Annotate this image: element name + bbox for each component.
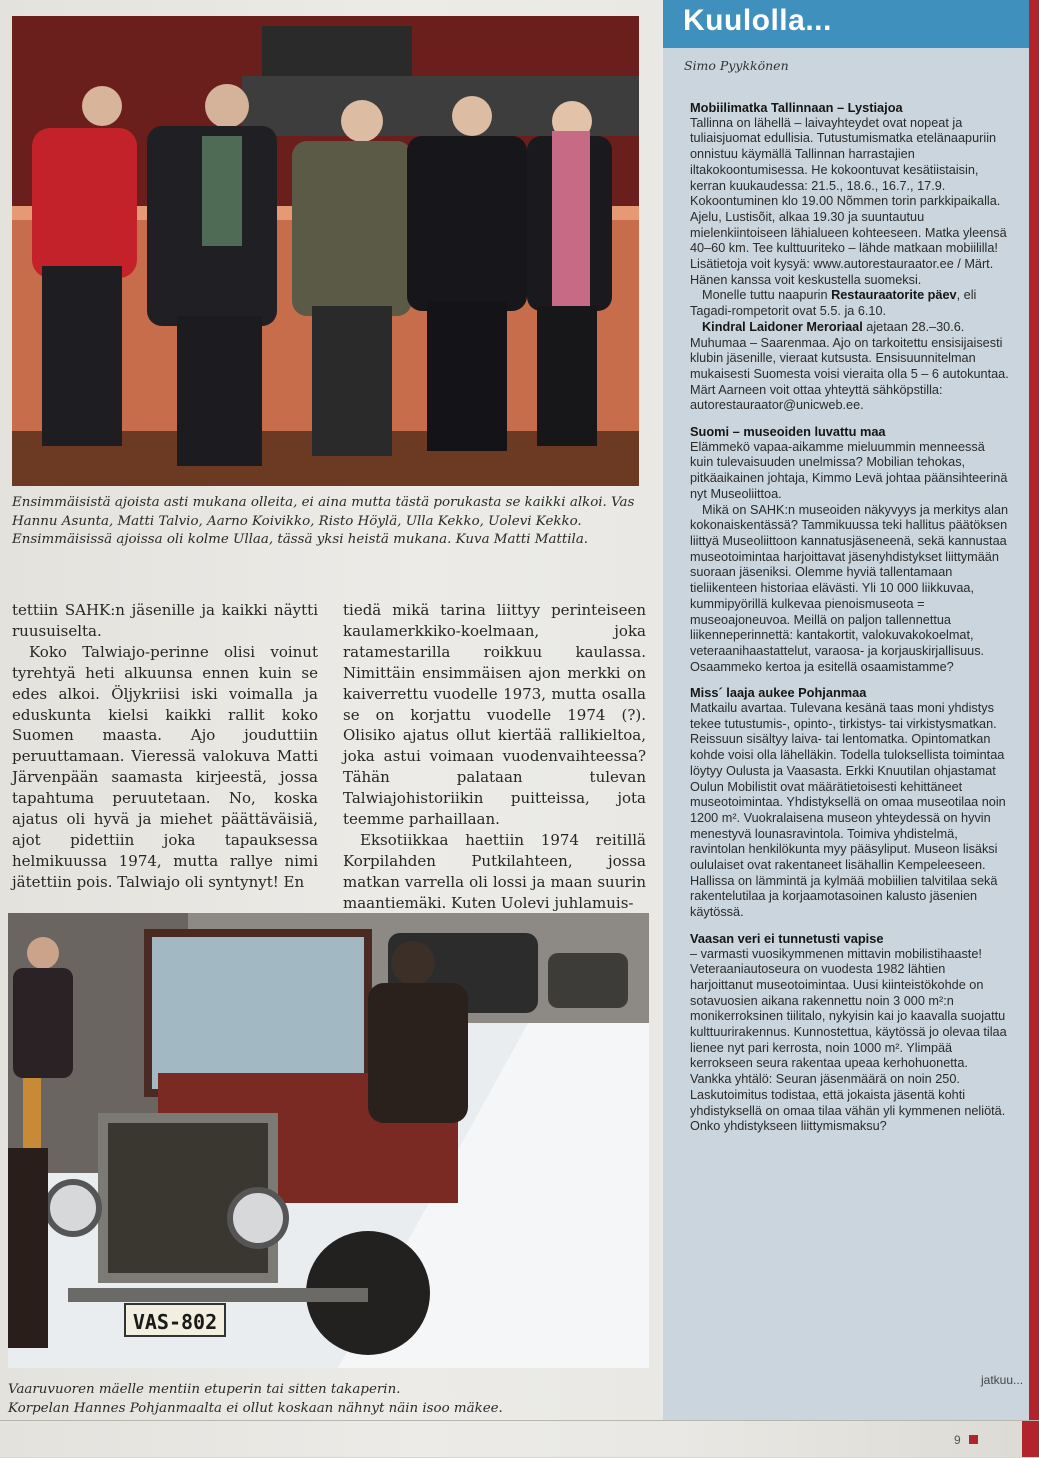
article-paragraph: Eksotiikkaa haettiin 1974 reitillä Korpilahden Putkilahteen, jossa matkan varrella oli lossi ja maan suurin maantiemäki. Kuten Uolevi juhlamuis- xyxy=(343,830,646,912)
text-run: ajetaan 28.–30.6. Muhumaa – Saarenmaa. Ajo on tarkoitettu ensisijaisesti klubin jäsenille, vieraat kutsusta. Ensisuunnitelman mukaisesti Suomesta voisi vieraita olla 5 – 6 autokuntaa. Märt Aarneen voit ottaa yhteyttä sähköpstilla: autorestauraator@unicweb.ee. xyxy=(690,319,1009,413)
article-paragraph: tettiin SAHK:n jäsenille ja kaikki näytti ruusuiselta. xyxy=(12,601,318,640)
sidebar-section-pohjanmaa xyxy=(690,685,1011,921)
text-run: Monelle tuttu naapurin xyxy=(702,288,832,303)
section-heading: Suomi – museoiden luvattu maa xyxy=(690,424,886,440)
news-sidebar xyxy=(663,0,1029,1420)
group-photo-caption: Ensimmäisistä ajoista asti mukana olleita, ei aina mutta tästä porukasta se kaikki alkoi. Vas Hannu Asunta, Matti Talvio, Aarno Koivikko, Risto Höylä, Ulla Kekko, Uolevi Kekko. Ensimmäisissä ajoissa oli kolme Ullaa, tässä yksi heistä mukana. Kuva Matti Mattila. xyxy=(12,495,635,548)
sidebar-title: Kuulolla... xyxy=(683,4,832,37)
page-marker-square xyxy=(969,1435,978,1444)
car-caption-line-1: Vaaruvuoren mäelle mentiin etuperin tai sitten takaperin. xyxy=(8,1382,401,1397)
article-paragraph: tiedä mikä tarina liittyy perinteiseen kaulamerkkiko-koelmaan, joka ratamestarilla roikkuu kaulassa. Nimittäin ensimmäisen ajon merkki on kaiverrettu vuodelle 1973, mutta osalla se on korjattu vuodelle 1974 (?). Olisiko ajatus ollut kiertää rallikieltoa, joka astui voimaan vuodenvaihteessa? Tähän palataan tulevan Talwiajohistoriikin puitteissa, jota teemme parhaillaan. xyxy=(343,601,646,829)
sidebar-section-tallinn xyxy=(690,100,1011,414)
section-paragraph: Veteraaniautoseura on vuodesta 1982 lähtien harjoittanut museotoimintaa. Uusi kiinteistökohde on sotavuosien aikana rakennettu noin 3 000 m²:n monikerroksinen tiilitalo, nykyisin kai jo kaavalla suojattu kulttuurirakennus. Kunnostettua, käytössä jo olevaa tilaa lienee nyt pari kerrosta, noin 1000 m². Ylimpää kerrokseen seura rakentaa upeaa kerhohuonetta. Vankka yhtälö: Seuran jäsenmäärä on noin 250. Laskutoimitus todistaa, että jokaista jäsentä kohti yhdistyksellä on omaa tilaa vähän yli kymmenen neliötä. Onko yhdistykseen liittymismaksu? xyxy=(690,962,1007,1134)
section-heading: Mobiilimatka Tallinnaan – Lystiajoa xyxy=(690,100,903,115)
car-caption-line-2: Korpelan Hannes Pohjanmaalta ei ollut koskaan nähnyt näin isoo mäkee. xyxy=(8,1400,503,1416)
article-column-2 xyxy=(343,600,646,914)
vintage-car-photo xyxy=(8,913,649,1368)
section-paragraph: Tallinna on lähellä – laivayhteydet ovat nopeat ja tuliaisjuomat edullisia. Tutustumismatka etelänaapuriin onnistuu käymällä Tallinnan harrastajien iltakokoontumisessa. He kokoontuvat kesätiistaisin, kerran kuukaudessa: 21.5., 18.6., 16.7., 17.9. Kokoontuminen klo 19.00 Nõmmen torin parkkipaikalla. Ajelu, Lustisõit, alkaa 19.30 ja suuntautuu mielenkiintoiseen lähialueen kohteeseen. Matka yleensä 40–60 km. Tee kulttuuriteko – lähde matkaan mobiililla! Lisätietoja voit kysyä: www.autorestauraator.ee / Märt. Hänen kanssa voit keskustella suomeksi. xyxy=(690,115,1007,287)
sidebar-body xyxy=(690,100,1011,1145)
section-heading: Vaasan veri ei tunnetusti vapise xyxy=(690,930,884,946)
license-plate: VAS-802 xyxy=(132,1310,218,1334)
section-subheading: – varmasti vuosikymmenen mittavin mobilistihaaste! xyxy=(690,946,982,961)
event-name: Kindral Laidoner Meroriaal xyxy=(702,319,863,334)
event-name: Restauraatorite päev xyxy=(831,288,957,303)
sidebar-header xyxy=(663,0,1029,48)
section-paragraph: Elämmekö vapaa-aikamme mieluummin menneessä kuin tulevaisuuden unelmissa? Mobilian tehokas, pitkäaikainen johtaja, Kimmo Levä johtaa päänsihteerinä nyt Museoliittoa. xyxy=(690,439,1008,501)
sidebar-author: Simo Pyykkönen xyxy=(684,58,789,73)
article-paragraph: Koko Talwiajo-perinne olisi voinut tyrehtyä heti alkuunsa ennen kuin se edes alkoi. Öljykriisi iski voimalla ja eduskunta kielsi kaikki rallit koko Suomen maasta. Ajo jouduttiin peruuttamaan. Vieressä valokuva Matti Järvenpään saamasta kirjeestä, jossa tapahtuma peruutetaan. No, koska ajatus oli hyvä ja miehet päättäväisiä, ajot pidettiin joka tapauksessa helmikuussa 1974, mutta rallye nimi jätettiin pois. Talwiajo oli syntynyt! En xyxy=(12,642,318,891)
section-paragraph xyxy=(690,320,1011,414)
text-run: , eli Tagadi-rompetorit ovat 5.5. ja 6.10. xyxy=(690,288,977,319)
sidebar-section-vaasa xyxy=(690,931,1011,1135)
continues-label: jatkuu... xyxy=(981,1373,1024,1387)
section-paragraph: Matkailu avartaa. Tulevana kesänä taas moni yhdistys tekee tutustumis-, opinto-, tirkistys- tai virkistysmatkan. Reissuun sisältyy laiva- tai lentomatka. Opintomatkan kohde voisi olla lähelläkin. Todella tuloksellista toimintaa löytyy Oulusta ja Vaasasta. Erkki Knuutilan ohjastamat Oulun Mobilistit ovat määrätietoisesti kehittäneet museotoimintaa. Yhdistyksellä on omaa museotilaa noin 1200 m². Vuokralaisena museon yhteydessä on hyvin menestyvä lounasravintola. Toimiva yhdistelmä, ravintolan henkilökunta myy pääsyliput. Museon lisäksi oululaiset ovat rakentaneet lisähallin Kempeleeseen. Hallissa on lämmintä ja kylmää mobiilien talvitilaa sekä rakentelutilaa ja korjaamotasoinen kalusto jäsenien käytössä. xyxy=(690,701,1006,920)
page-footer xyxy=(0,1420,1039,1458)
article-column-1 xyxy=(12,600,318,893)
page-number: 9 xyxy=(954,1433,961,1447)
car-photo-caption xyxy=(8,1381,658,1418)
section-paragraph xyxy=(690,288,1011,319)
section-paragraph: Mikä on SAHK:n museoiden näkyvyys ja merkitys alan kokonaiskentässä? Tammikuussa teki hallitus päätöksen liittyä Museoliittoon kannatusjäseneenä, sekä kannustaa museotoimintaa harjoittavat jäsenyhdistykset liittymään suoraan jäseniksi. Olemme hyviä tallentamaan tieliikenteen historiaa elävästi. Yli 10 000 liikkuvaa, kummipyörillä kulkevaa pienoismuseota = museoajoneuvoa. Meillä on paljon tallennettua liikenneperinnettä: kantakortit, valokuvakokoelmat, veteraanihaastattelut, varaosa- ja korjauskirjallisuus. Osaammeko kertoa ja esitellä osaamistamme? xyxy=(690,502,1009,674)
section-heading: Miss´ laaja aukee Pohjanmaa xyxy=(690,685,867,701)
group-photo xyxy=(12,16,639,486)
sidebar-section-museums xyxy=(690,424,1011,675)
